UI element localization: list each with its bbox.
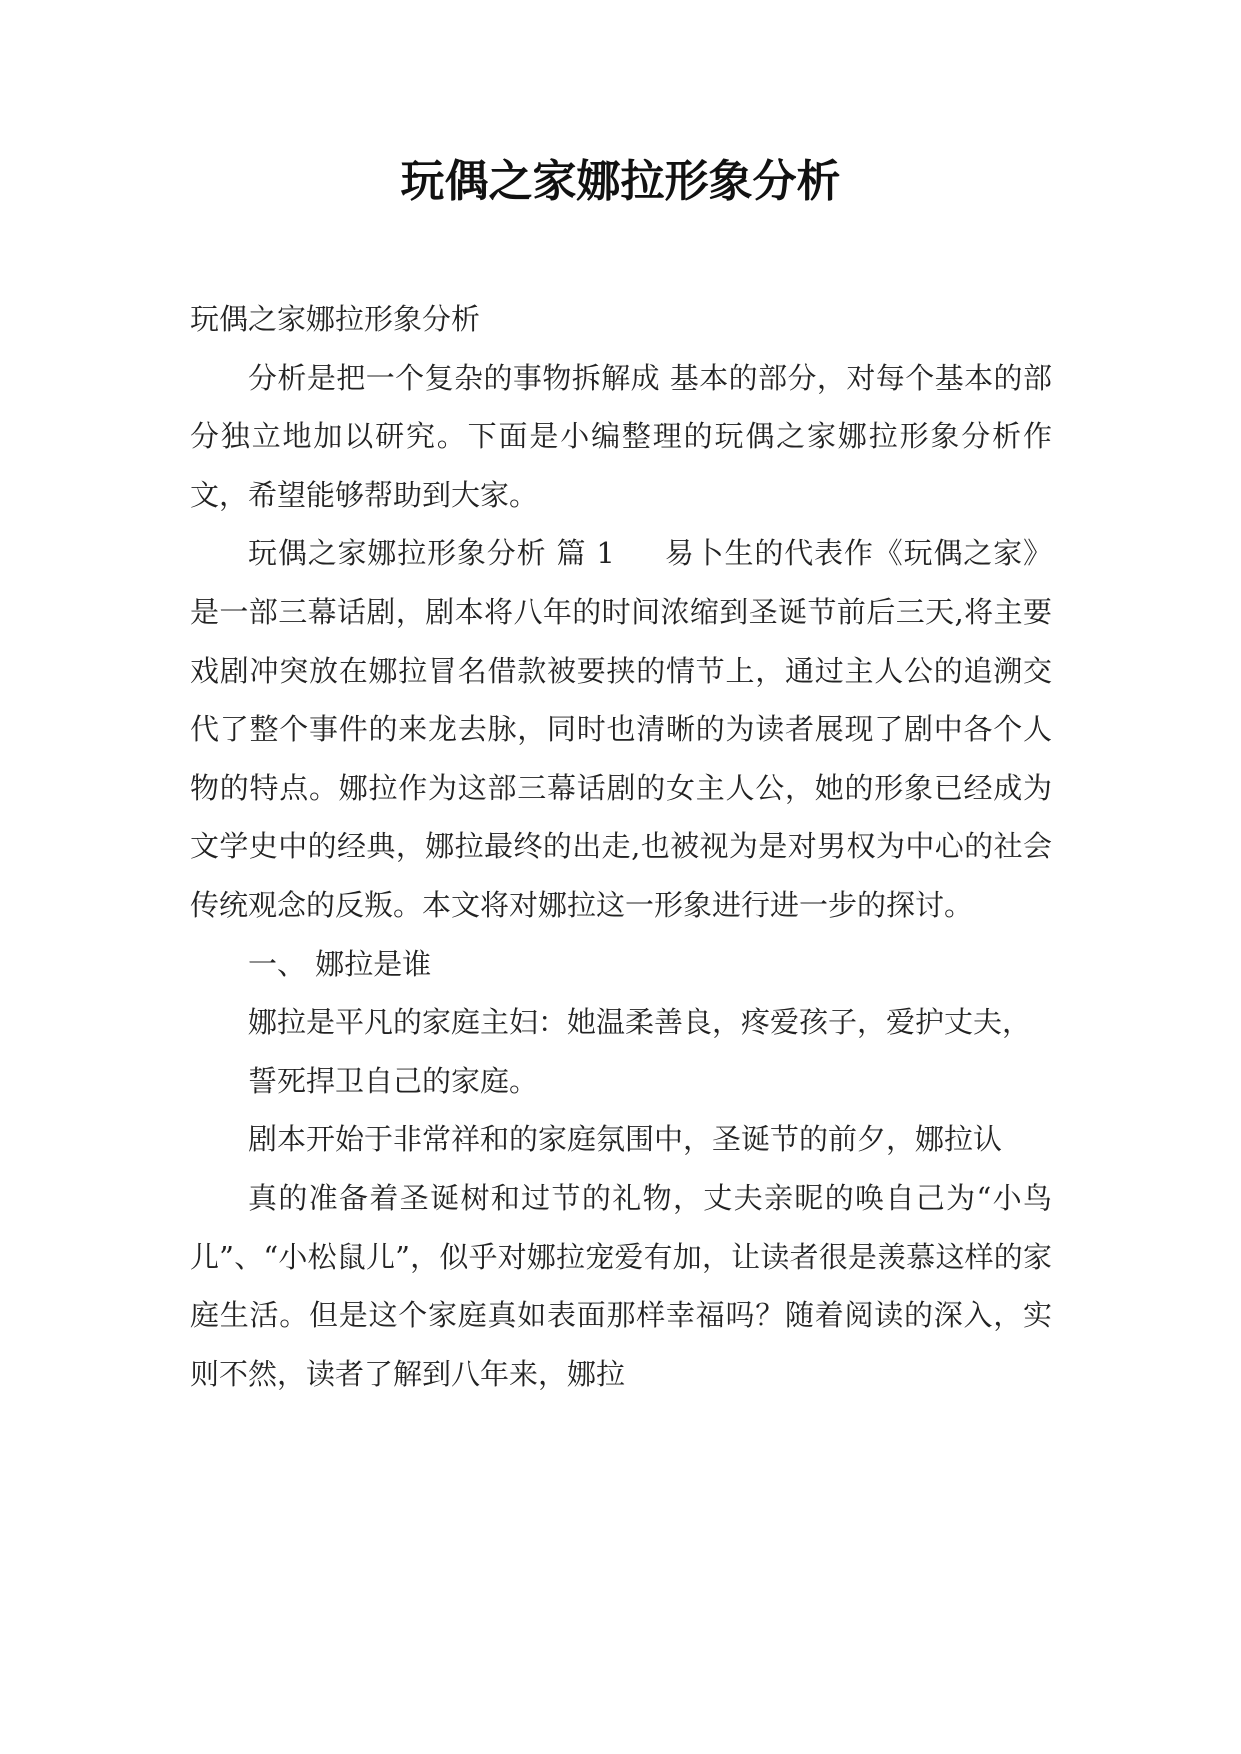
paragraph-body: 剧本开始于非常祥和的家庭氛围中，圣诞节的前夕，娜拉认 [248,1122,1003,1157]
paragraph-subtitle: 玩偶之家娜拉形象分析 [190,302,481,336]
document-body [190,290,1052,1403]
paragraph-intro: 分析是把一个复杂的事物拆解成 基本的部分，对每个基本的部分独立地加以研究。下面是小编整理的玩偶之家娜拉形象分析作文，希望能够帮助到大家。 [190,360,1052,512]
section-heading-1: 一、 娜拉是谁 [248,946,432,981]
paragraph-article-1: 玩偶之家娜拉形象分析 篇 1 易卜生的代表作《玩偶之家》是一部三幕话剧，剧本将八年的时间浓缩到圣诞节前后三天,将主要戏剧冲突放在娜拉冒名借款被要挟的情节上，通过主人公的追溯交代了整个事件的来龙去脉，同时也清晰的为读者展现了剧中各个人物的特点。娜拉作为这部三幕话剧的女主人公，她的形象已经成为文学史中的经典，娜拉最终的出走,也被视为是对男权为中心的社会传统观念的反叛。本文将对娜拉这一形象进行进一步的探讨。 [190,536,1052,922]
paragraph-body: 娜拉是平凡的家庭主妇：她温柔善良，疼爱孩子，爱护丈夫， [248,1005,1032,1040]
paragraph-body: 真的准备着圣诞树和过节的礼物，丈夫亲昵的唤自己为“小鸟儿”、“小松鼠儿”，似乎对娜拉宠爱有加，让读者很是羡慕这样的家庭生活。但是这个家庭真如表面那样幸福吗？随着阅读的深入，实则不然，读者了解到八年来，娜拉 [190,1180,1052,1391]
document-title: 玩偶之家娜拉形象分析 [400,156,841,207]
paragraph-body: 誓死捍卫自己的家庭。 [248,1063,539,1098]
